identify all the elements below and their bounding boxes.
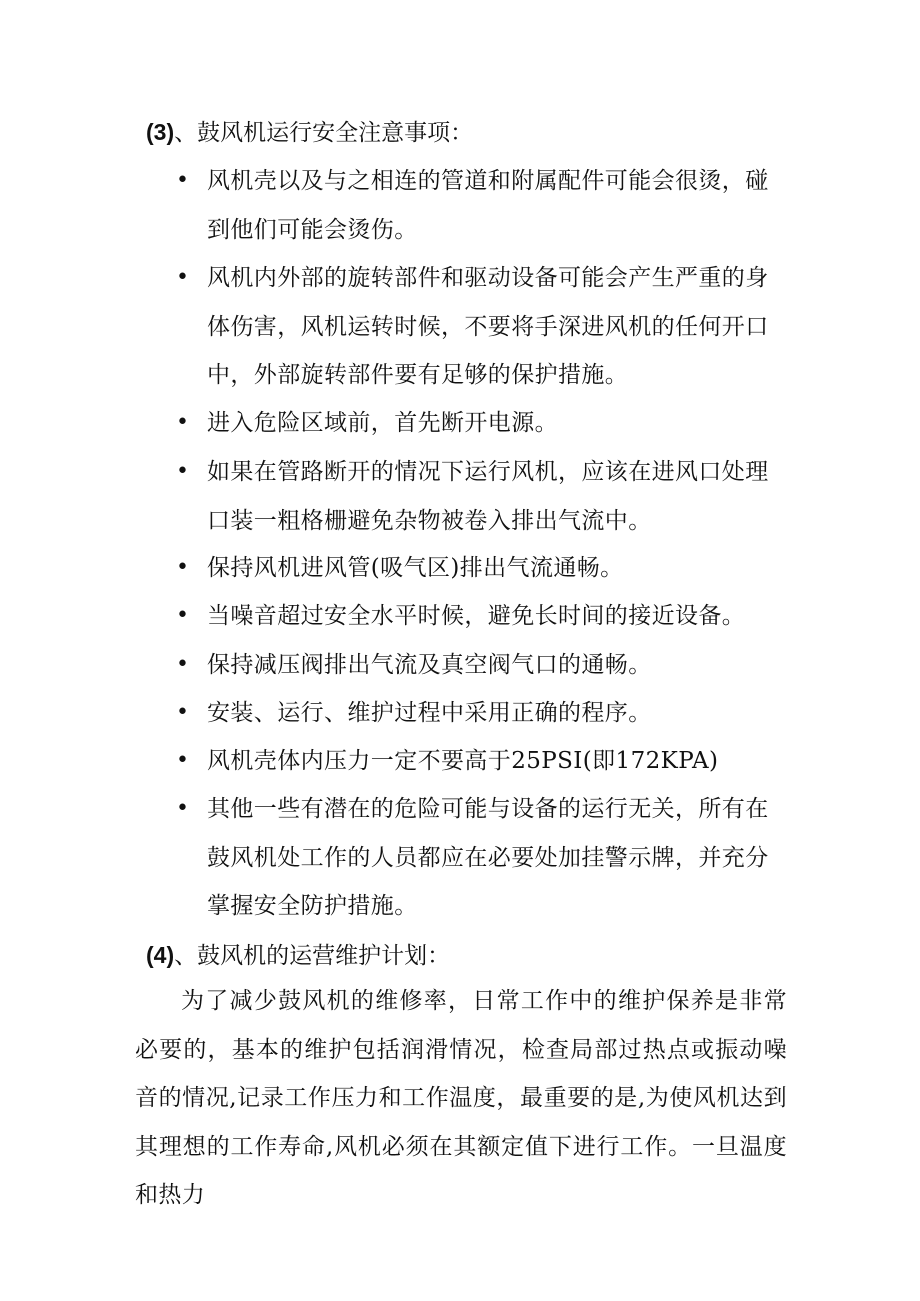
section-4-title: 、鼓风机的运营维护计划： — [174, 943, 451, 969]
section-3-title: 、鼓风机运行安全注意事项： — [174, 120, 474, 146]
bullet-text: 风机内外部的旋转部件和驱动设备可能会产生严重的身体伤害，风机运转时候，不要将手深进风机的任何开口中，外部旋转部件要有足够的保护措施。 — [207, 265, 769, 388]
bullet-dot-icon: • — [176, 603, 189, 628]
section-3-heading — [146, 117, 473, 148]
bullet-text: 当噪音超过安全水平时候，避免长时间的接近设备。 — [207, 603, 746, 629]
bullet-text: 保持减压阀排出气流及真空阀气口的通畅。 — [207, 652, 652, 678]
bullet-dot-icon: • — [176, 410, 189, 435]
bullet-dot-icon: • — [176, 796, 189, 821]
bullet-text: 风机壳以及与之相连的管道和附属配件可能会很烫，碰到他们可能会烫伤。 — [207, 168, 769, 243]
bullet-dot-icon: • — [176, 168, 189, 193]
bullet-dot-icon: • — [176, 652, 189, 677]
section-4-heading — [146, 940, 450, 971]
bullet-text: 保持风机进风管(吸气区)排出气流通畅。 — [207, 555, 624, 581]
maintenance-paragraph: 为了减少鼓风机的维修率，日常工作中的维护保养是非常必要的，基本的维护包括润滑情况，检查局部过热点或振动噪音的情况,记录工作压力和工作温度，最重要的是,为使风机达到其理想的工作寿命,风机必须在其额定值下进行工作。一旦温度和热力 — [135, 988, 787, 1208]
bullet-dot-icon: • — [176, 459, 189, 484]
bullet-text: 进入危险区域前，首先断开电源。 — [207, 410, 558, 436]
section-3-number: (3) — [146, 119, 175, 145]
bullet-text: 其他一些有潜在的危险可能与设备的运行无关，所有在鼓风机处工作的人员都应在必要处加挂警示牌，并充分掌握安全防护措施。 — [207, 796, 769, 919]
bullet-dot-icon: • — [176, 700, 189, 725]
bullet-text: 如果在管路断开的情况下运行风机，应该在进风口处理口装一粗格栅避免杂物被卷入排出气流中。 — [207, 459, 769, 534]
bullet-dot-icon: • — [176, 265, 189, 290]
bullet-text: 安装、运行、维护过程中采用正确的程序。 — [207, 700, 652, 726]
bullet-dot-icon: • — [176, 555, 189, 580]
bullet-dot-icon: • — [176, 748, 189, 773]
section-4-number: (4) — [146, 942, 175, 968]
bullet-text: 风机壳体内压力一定不要高于25PSI(即172KPA) — [207, 748, 719, 774]
